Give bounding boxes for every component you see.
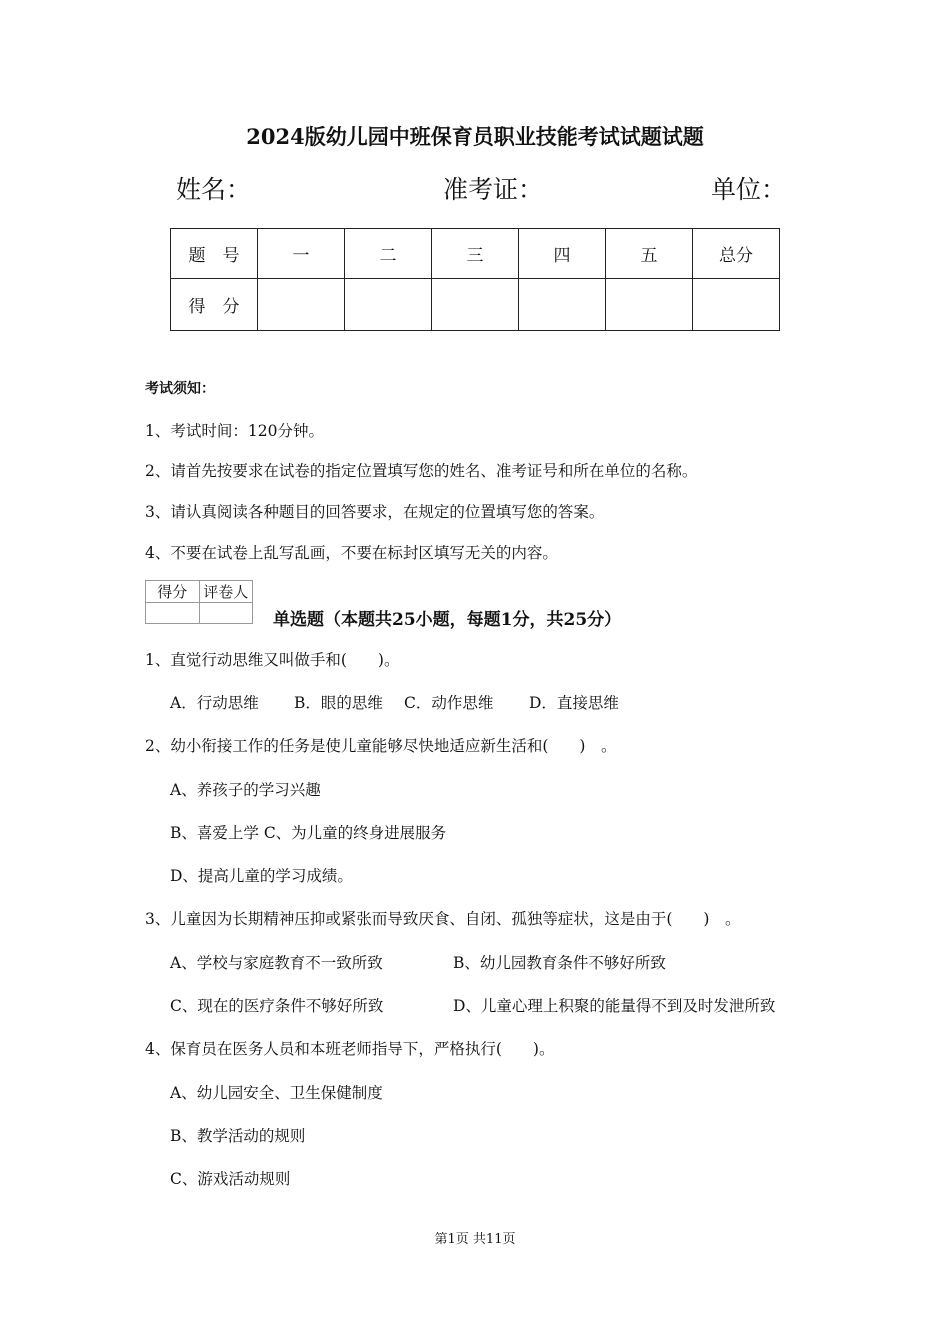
score-cell[interactable]: [432, 279, 519, 331]
question-option: A．行动思维: [170, 694, 259, 712]
question-option: B、教学活动的规则: [170, 1127, 306, 1145]
score-table-header-row: [171, 229, 780, 279]
question-option: A、养孩子的学习兴趣: [170, 781, 321, 799]
score-table: [170, 228, 780, 331]
score-header-cell: 题 号: [171, 229, 258, 279]
score-cell[interactable]: [258, 279, 345, 331]
question-option: D、提高儿童的学习成绩。: [170, 867, 353, 885]
score-header-cell: 二: [345, 229, 432, 279]
question-stem: 4、保育员在医务人员和本班老师指导下，严格执行( )。: [145, 1040, 555, 1058]
grader-score-label: 得分: [146, 581, 200, 603]
score-row-label: 得 分: [171, 279, 258, 331]
question-option: D、儿童心理上积聚的能量得不到及时发泄所致: [453, 997, 776, 1015]
exam-id-label: 准考证：: [443, 175, 544, 204]
section-title: 单选题（本题共25小题，每题1分，共25分）: [273, 610, 622, 630]
question-option: C．动作思维: [404, 694, 494, 712]
question-option: C、游戏活动规则: [170, 1170, 291, 1188]
score-header-cell: 三: [432, 229, 519, 279]
score-header-cell: 五: [606, 229, 693, 279]
question-option: B、幼儿园教育条件不够好所致: [453, 954, 666, 972]
question-option: C、现在的医疗条件不够好所致: [170, 997, 384, 1015]
score-header-cell: 总分: [693, 229, 780, 279]
page-title: 2024版幼儿园中班保育员职业技能考试试题试题: [246, 124, 704, 149]
question-option: D．直接思维: [529, 694, 619, 712]
question-option: A、幼儿园安全、卫生保健制度: [170, 1084, 383, 1102]
score-cell[interactable]: [606, 279, 693, 331]
score-cell[interactable]: [693, 279, 780, 331]
question-option: A、学校与家庭教育不一致所致: [170, 954, 383, 972]
grader-reviewer-label: 评卷人: [199, 581, 253, 603]
score-header-cell: 一: [258, 229, 345, 279]
name-label: 姓名：: [176, 175, 252, 204]
notice-item: 2、请首先按要求在试卷的指定位置填写您的姓名、准考证号和所在单位的名称。: [145, 462, 698, 480]
grader-score-cell[interactable]: [146, 603, 200, 624]
unit-label: 单位：: [711, 175, 787, 204]
page-footer: 第1页 共11页: [434, 1232, 516, 1247]
notice-item: 3、请认真阅读各种题目的回答要求，在规定的位置填写您的答案。: [145, 503, 605, 521]
question-option: B．眼的思维: [294, 694, 383, 712]
question-stem: 1、直觉行动思维又叫做手和( )。: [145, 651, 400, 669]
question-stem: 2、幼小衔接工作的任务是使儿童能够尽快地适应新生活和( ) 。: [145, 737, 617, 755]
question-stem: 3、儿童因为长期精神压抑或紧张而导致厌食、自闭、孤独等症状，这是由于( ) 。: [145, 910, 741, 928]
grader-box: [145, 580, 253, 624]
question-option: B、喜爱上学 C、为儿童的终身进展服务: [170, 824, 447, 842]
score-table-score-row: [171, 279, 780, 331]
score-header-cell: 四: [519, 229, 606, 279]
score-cell[interactable]: [519, 279, 606, 331]
notice-item: 1、考试时间：120分钟。: [145, 422, 324, 440]
grader-reviewer-cell[interactable]: [199, 603, 253, 624]
notice-heading: 考试须知：: [145, 381, 215, 397]
notice-item: 4、不要在试卷上乱写乱画，不要在标封区填写无关的内容。: [145, 544, 558, 562]
score-cell[interactable]: [345, 279, 432, 331]
